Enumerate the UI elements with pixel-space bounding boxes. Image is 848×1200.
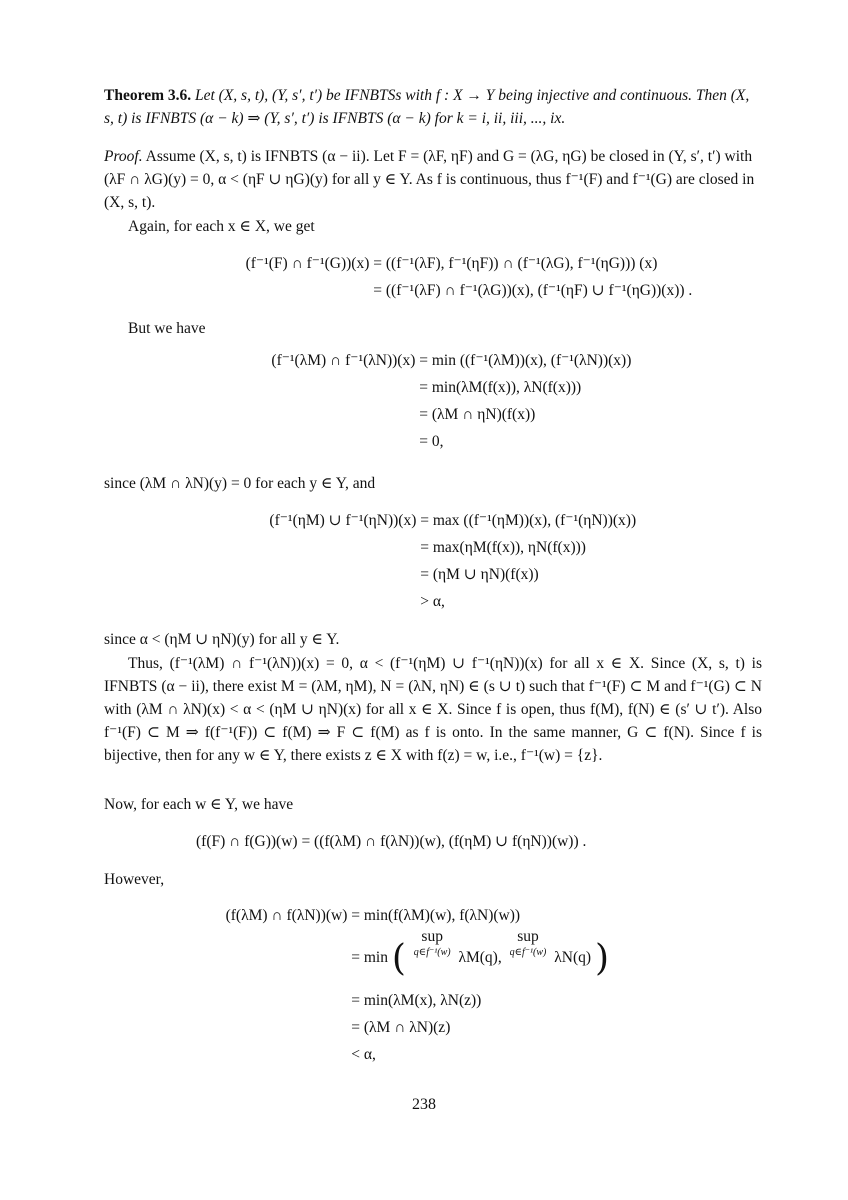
equation-row: = ((f⁻¹(λF) ∩ f⁻¹(λG))(x), (f⁻¹(ηF) ∪ f⁻¹(ηG))(x)) . [373, 282, 693, 299]
page-number: 238 [412, 1096, 436, 1113]
equation-row: = (λM ∩ ηN)(f(x)) [419, 406, 536, 423]
equation-row: (f(λM) ∩ f(λN))(w) = min(f(λM)(w), f(λN)(w)) [225, 907, 521, 924]
proof-paragraph-6: Thus, (f⁻¹(λM) ∩ f⁻¹(λN))(x) = 0, α < (f⁻¹(ηM) ∪ f⁻¹(ηN))(x) for all x ∈ X. Since (X, s, t) is IFNBTS (α − ii), there exist M = (λM, ηM), N = (λN, ηN) ∈ (s ∪ t) such that f⁻¹(F) ⊂ M and f⁻¹(G) ⊂ N with (λM ∩ λN)(x) < α < (ηM ∪ ηN)(x) for all x ∈ X. Since f is open, thus f(M), f(N) ∈ (s′ ∪ t′). Also f⁻¹(F) ⊂ M ⇒ f(f⁻¹(F)) ⊂ f(M) ⇒ F ⊂ f(M) as f is onto. In the same manner, G ⊂ f(N). Since f is bijective, then for any w ∈ Y, there exists z ∈ X with f(z) = w, i.e., f⁻¹(w) = {z}. [104, 655, 762, 764]
sup-operator: sup q∈f⁻¹(w) [413, 928, 451, 958]
proof-paragraph-5: since α < (ηM ∪ ηN)(y) for all y ∈ Y. [104, 631, 340, 648]
theorem-statement: Let (X, s, t), (Y, s′, t′) be IFNBTSs with f : X → Y being injective and continuous. Then (X, s, t) is IFNBTS (α − k) ⇒ (Y, s′, t′) is IFNBTS (α − k) for k = i, ii, iii, ..., ix. [104, 87, 750, 127]
equation-row: (f(F) ∩ f(G))(w) = ((f(λM) ∩ f(λN))(w), (f(ηM) ∪ f(ηN))(w)) . [196, 833, 587, 850]
proof-text-1: Assume (X, s, t) is IFNBTS (α − ii). Let F = (λF, ηF) and G = (λG, ηG) be closed in (Y, s′, t′) with (λF ∩ λG)(y) = 0, α < (ηF ∪ ηG)(y) for all y ∈ Y. As f is continuous, thus f⁻¹(F) and f⁻¹(G) are closed in (X, s, t). [104, 148, 755, 211]
proof-paragraph-4: since (λM ∩ λN)(y) = 0 for each y ∈ Y, and [104, 475, 376, 492]
equation-row: (f⁻¹(F) ∩ f⁻¹(G))(x) = ((f⁻¹(λF), f⁻¹(ηF)) ∩ (f⁻¹(λG), f⁻¹(ηG))) (x) [245, 255, 658, 272]
equation-row: = (ηM ∪ ηN)(f(x)) [420, 566, 539, 583]
theorem-label: Theorem 3.6. [104, 87, 192, 104]
equation-row: (f⁻¹(ηM) ∪ f⁻¹(ηN))(x) = max ((f⁻¹(ηM))(x), (f⁻¹(ηN))(x)) [269, 512, 637, 529]
proof-paragraph-7: Now, for each w ∈ Y, we have [104, 796, 294, 813]
equation-row: = max(ηM(f(x)), ηN(f(x))) [420, 539, 586, 556]
equation-row: = min(λM(f(x)), λN(f(x))) [419, 379, 582, 396]
proof-label: Proof. [104, 148, 143, 165]
equation-row: = min(λM(x), λN(z)) [351, 992, 482, 1009]
equation-row: > α, [420, 593, 445, 610]
proof-paragraph-3: But we have [128, 320, 206, 337]
theorem-block [104, 84, 762, 130]
equation-block-3 [209, 507, 636, 615]
equation-block-4 [196, 828, 586, 855]
equation-row: < α, [351, 1046, 376, 1063]
sup-operator: sup q∈f⁻¹(w) [509, 928, 547, 958]
equation-block-2 [206, 347, 631, 455]
equation-block-1 [156, 250, 692, 304]
equation-row: (f⁻¹(λM) ∩ f⁻¹(λN))(x) = min ((f⁻¹(λM))(x), (f⁻¹(λN))(x)) [271, 352, 632, 369]
proof-paragraph-1 [104, 145, 762, 214]
equation-row: = (λM ∩ λN)(z) [351, 1019, 451, 1036]
proof-paragraph-2: Again, for each x ∈ X, we get [128, 218, 315, 235]
equation-row: = min ( sup q∈f⁻¹(w) λM(q), sup q∈f⁻¹(w) λN(q) ) [351, 928, 609, 979]
equation-block-5 [214, 902, 609, 1068]
proof-paragraph-8: However, [104, 871, 165, 888]
equation-row: = 0, [419, 433, 444, 450]
